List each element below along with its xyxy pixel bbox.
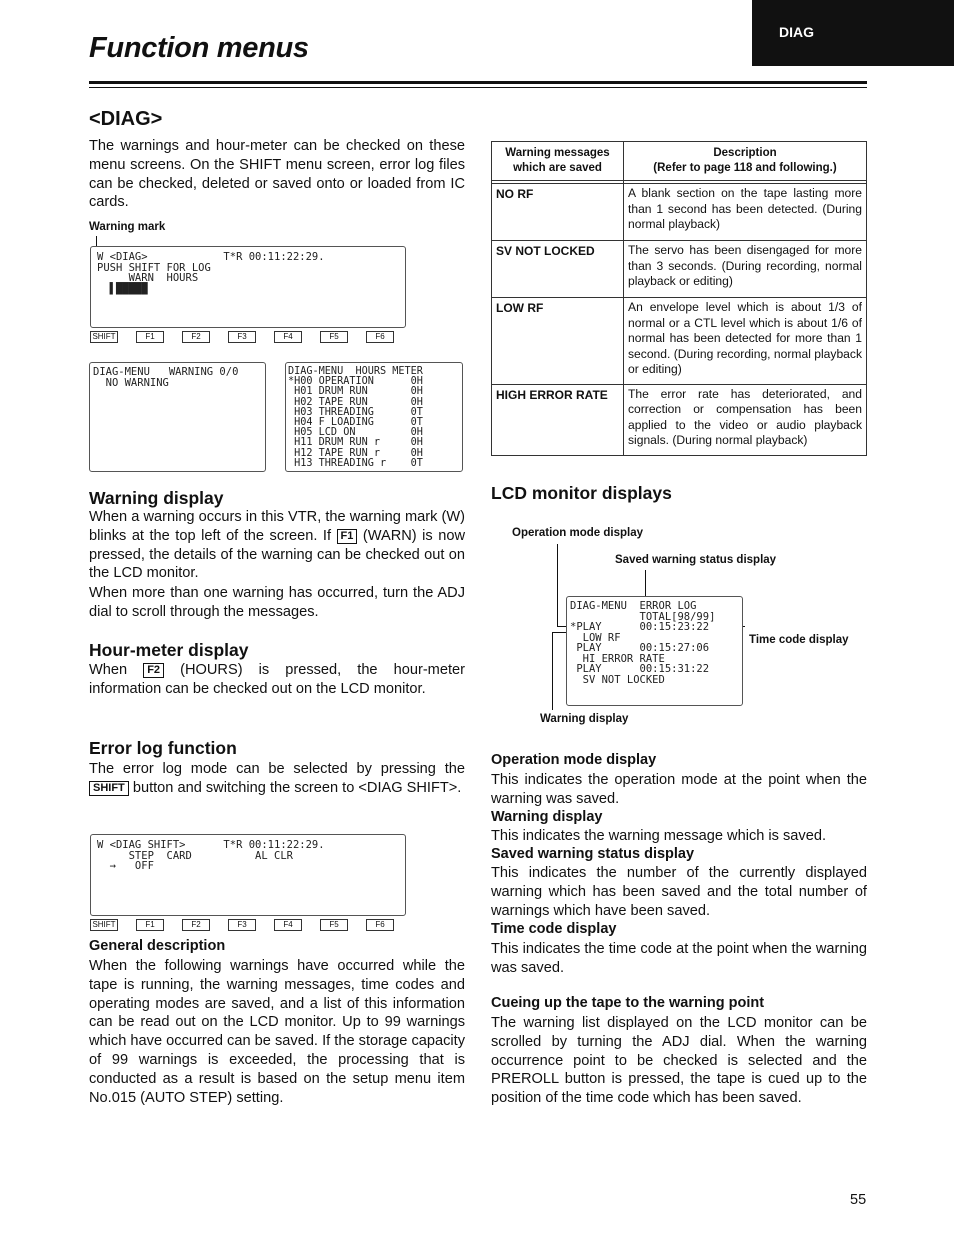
- f1-key[interactable]: F1: [136, 919, 164, 931]
- lcd-line: H11 DRUM RUN r 0H: [288, 437, 423, 449]
- lcd-warning-screen: [89, 362, 266, 472]
- hour-meter-heading: Hour-meter display: [89, 640, 249, 660]
- f3-key[interactable]: F3: [228, 919, 256, 931]
- leader-operation-mode: [557, 544, 558, 626]
- page-title: Function menus: [89, 32, 309, 64]
- general-description-text: When the following warnings have occurred while the tape is running, the warning messages, time codes and operating modes are saved, and a list of this information can be read out on the LCD monitor. Up to 99 warnings which have occurred can be saved. If the storage capacity of 99 warnings is exceeded, the processing that is conducted as a result is based on the setup menu item No.015 (AUTO STEP) setting.: [89, 958, 465, 1106]
- f1-key-inline: F1: [337, 529, 358, 544]
- item-text-warning: This indicates the warning message which is saved.: [491, 828, 827, 844]
- f2-key[interactable]: F2: [182, 331, 210, 343]
- lcd-diag-main: [90, 246, 406, 328]
- f1-key[interactable]: F1: [136, 331, 164, 343]
- table-row: [492, 241, 867, 298]
- f5-key[interactable]: F5: [320, 919, 348, 931]
- f3-key[interactable]: F3: [228, 331, 256, 343]
- lcd-line: DIAG-MENU HOURS METER: [288, 366, 423, 377]
- warning-display-text-2: When more than one warning has occurred, turn the ADJ dial to scroll through the messages.: [89, 585, 465, 620]
- lcd-line: H04 F LOADING 0T: [288, 417, 423, 429]
- lcd-diag-shift: [90, 834, 406, 916]
- lcd-line: *PLAY 00:15:23:22: [570, 621, 710, 633]
- lcd-line: WARN HOURS: [97, 272, 199, 284]
- function-keys-row-shift: [90, 919, 406, 931]
- text-run: (HOURS) is pressed, the hour-meter information can be checked out on the LCD monitor.: [89, 662, 465, 697]
- shift-key-inline: SHIFT: [89, 781, 129, 796]
- text-run: When: [89, 662, 128, 678]
- lcd-line: HI ERROR RATE: [570, 652, 665, 665]
- lcd-line: H12 TAPE RUN r 0H: [288, 447, 423, 459]
- table-row: [492, 184, 867, 241]
- hour-meter-text: [89, 661, 465, 699]
- text-run: The error log mode can be selected by pressing the: [89, 761, 465, 777]
- text-run: button and switching the screen to <DIAG SHIFT>.: [132, 779, 462, 796]
- warning-display-heading: Warning display: [89, 488, 224, 508]
- header-line: Description: [713, 147, 777, 159]
- warning-description: A blank section on the tape lasting more than 1 second has been detected. (During normal playback): [624, 184, 867, 241]
- table-row: [492, 298, 867, 385]
- time-code-label: Time code display: [749, 634, 849, 646]
- header-line: (Refer to page 118 and following.): [653, 162, 837, 174]
- lcd-line: NO WARNING: [93, 376, 169, 389]
- warning-description: The error rate has deteriorated, and correction or compensation has been applied to the video or audio playback signals. (During normal playback): [624, 384, 867, 455]
- table-header-messages: Warning messages which are saved: [492, 142, 624, 181]
- lcd-line: STEP CARD AL CLR: [97, 849, 293, 862]
- lcd-line: ▌█████: [97, 282, 148, 295]
- text-run: When a warning occurs in this VTR, the warning mark (W) blinks at the top left of the screen. If: [89, 509, 465, 544]
- lcd-line: TOTAL[98/99]: [570, 610, 716, 623]
- f5-key[interactable]: F5: [320, 331, 348, 343]
- warning-mark-label: Warning mark: [89, 221, 166, 233]
- lcd-line: DIAG-MENU ERROR LOG: [570, 600, 697, 612]
- error-log-text: [89, 760, 465, 798]
- table-header-description: [624, 142, 867, 181]
- cueing-text: The warning list displayed on the LCD monitor can be scrolled by turning the ADJ dial. When the warning occurrence point to be checked is selected and the PREROLL button is pressed, the tape is cued up to the position of the time code which has been saved.: [491, 1015, 867, 1107]
- lcd-line: H13 THREADING r 0T: [288, 457, 423, 469]
- lcd-line: PUSH SHIFT FOR LOG: [97, 261, 211, 274]
- lcd-line: H05 LCD ON 0H: [288, 427, 423, 439]
- lcd-error-log-screen: [566, 596, 743, 706]
- title-rule-thin: [89, 87, 867, 88]
- lcd-line: H03 THREADING 0T: [288, 406, 423, 418]
- lcd-line: W <DIAG> T*R 00:11:22:29.: [97, 251, 325, 263]
- operation-mode-label: Operation mode display: [512, 527, 643, 539]
- lcd-line: *H00 OPERATION 0H: [288, 376, 423, 388]
- lcd-monitor-heading: LCD monitor displays: [491, 483, 672, 503]
- lcd-line: PLAY 00:15:31:22: [570, 663, 710, 675]
- warning-name: SV NOT LOCKED: [492, 241, 624, 298]
- saved-status-label: Saved warning status display: [615, 554, 777, 566]
- warning-name: HIGH ERROR RATE: [492, 384, 624, 455]
- warning-display-text: [89, 508, 465, 583]
- item-heading-time-code: Time code display: [491, 921, 617, 937]
- intro-paragraph: The warnings and hour-meter can be checked on these menu screens. On the SHIFT menu screen, error log files can be checked, deleted or saved onto or loaded from IC cards.: [89, 138, 465, 211]
- table-row: [492, 384, 867, 455]
- warning-name: NO RF: [492, 184, 624, 241]
- cueing-heading: Cueing up the tape to the warning point: [491, 995, 765, 1011]
- item-text-operation-mode: This indicates the operation mode at the point when the warning was saved.: [491, 772, 867, 807]
- title-rule: [89, 81, 867, 84]
- lcd-line: LOW RF: [570, 631, 621, 644]
- item-heading-warning: Warning display: [491, 809, 603, 825]
- page-number: 55: [850, 1192, 867, 1208]
- general-description-heading: General description: [89, 938, 226, 954]
- text-run: (WARN) is now pressed, the details of the warning can be checked out on the LCD monitor.: [89, 527, 465, 582]
- shift-key[interactable]: SHIFT: [90, 919, 118, 931]
- lcd-line: PLAY 00:15:27:06: [570, 642, 710, 654]
- section-tab: DIAG: [752, 0, 954, 66]
- warning-description: An envelope level which is about 1/3 of normal or a CTL level which is about 1/6 of normal has been detected for more than 1 second. (During recording, normal playback or editing): [624, 298, 867, 385]
- f6-key[interactable]: F6: [366, 919, 394, 931]
- section-heading: <DIAG>: [89, 108, 163, 130]
- lcd-hours-meter-screen: [285, 362, 463, 472]
- lcd-line: H01 DRUM RUN 0H: [288, 386, 423, 398]
- f2-key-inline: F2: [143, 663, 164, 678]
- item-heading-saved-status: Saved warning status display: [491, 846, 695, 862]
- f4-key[interactable]: F4: [274, 331, 302, 343]
- error-log-heading: Error log function: [89, 738, 237, 758]
- lcd-line: SV NOT LOCKED: [570, 673, 665, 686]
- f6-key[interactable]: F6: [366, 331, 394, 343]
- item-heading-operation-mode: Operation mode display: [491, 752, 657, 768]
- warning-display-label: Warning display: [540, 713, 629, 725]
- shift-key[interactable]: SHIFT: [90, 331, 118, 343]
- leader-warning: [552, 632, 553, 710]
- f4-key[interactable]: F4: [274, 919, 302, 931]
- lcd-line: → OFF: [97, 860, 154, 872]
- lcd-line: H02 TAPE RUN 0H: [288, 396, 423, 408]
- warning-description: The servo has been disengaged for more than 3 seconds. (During recording, normal playback or editing): [624, 241, 867, 298]
- lcd-line: W <DIAG SHIFT> T*R 00:11:22:29.: [97, 839, 325, 851]
- item-text-time-code: This indicates the time code at the point when the warning was saved.: [491, 941, 867, 976]
- function-keys-row: [90, 331, 406, 343]
- f2-key[interactable]: F2: [182, 919, 210, 931]
- lcd-line: DIAG-MENU WARNING 0/0: [93, 366, 239, 378]
- warning-messages-table: [491, 141, 867, 456]
- table-header-row: [492, 142, 867, 181]
- item-text-saved-status: This indicates the number of the currently displayed warning which has been saved and the total number of warnings which have been saved.: [491, 865, 867, 919]
- warning-name: LOW RF: [492, 298, 624, 385]
